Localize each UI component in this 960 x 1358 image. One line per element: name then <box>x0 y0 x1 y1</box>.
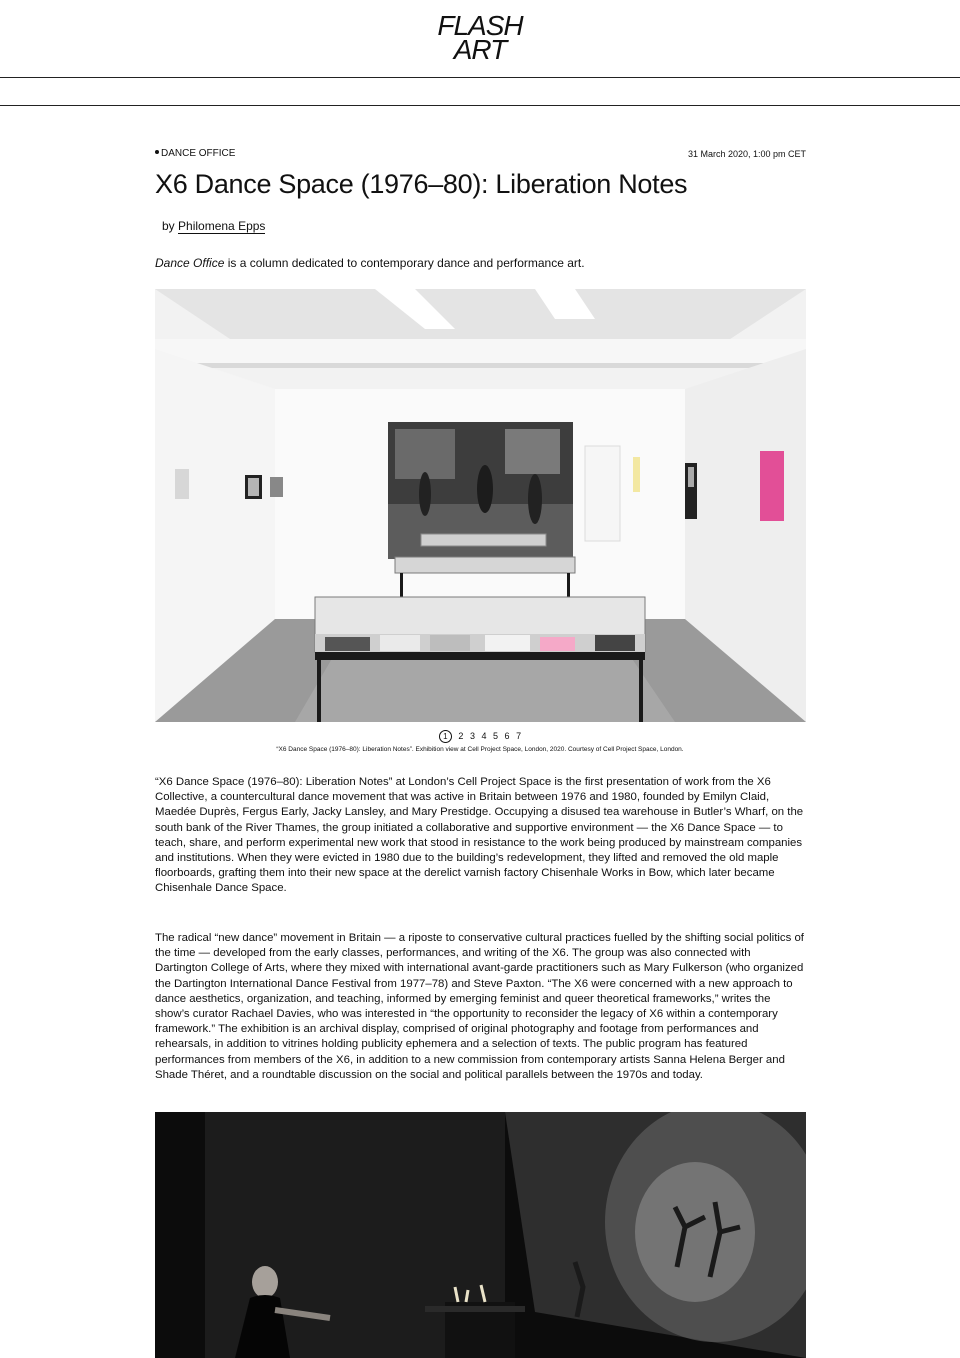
logo-line-2: ART <box>453 34 507 65</box>
performance-photo[interactable] <box>155 1112 806 1358</box>
gallery-pager <box>0 730 960 743</box>
gallery-page-1[interactable]: 1 <box>439 730 452 743</box>
column-tag[interactable] <box>155 148 235 159</box>
gallery-page-5[interactable]: 5 <box>493 731 499 741</box>
exhibition-photo[interactable] <box>155 289 806 722</box>
gallery-room-illustration <box>155 289 806 722</box>
nav-divider <box>0 105 960 106</box>
article-title: X6 Dance Space (1976–80): Liberation Notes <box>155 169 688 199</box>
author-link[interactable]: Philomena Epps <box>178 219 266 233</box>
byline-prefix: by <box>162 219 175 233</box>
gallery-page-3[interactable]: 3 <box>469 731 475 741</box>
masthead <box>0 0 960 78</box>
body-paragraph-1: “X6 Dance Space (1976–80): Liberation Notes” at London’s Cell Project Space is the first presentation of work from the X6 Collective, a countercultural dance movement that was active in Britain between 1976 and 1980, founded by Emilyn Claid, Maedée Duprès, Fergus Early, Jacky Lansley, and Mary Prestidge. Occupying a disused tea warehouse in Butler’s Wharf, on the south bank of the River Thames, the group initiated a collaborative and supportive environment — the X6 Dance Space — to teach, share, and perform experimental new work that stood in resistance to the work being produced by mainstream companies and institutions. When they were evicted in 1980 due to the building’s redevelopment, they lifted and removed the old maple floorboards, grafting them into their new space at the derelict varnish factory Chisenhale Works in Bow, which later became Chisenhale Dance Space. <box>155 776 804 895</box>
byline <box>162 219 265 233</box>
column-tag-label: DANCE OFFICE <box>161 148 236 159</box>
gallery-page-7[interactable]: 7 <box>516 731 522 741</box>
column-name: Dance Office <box>155 256 225 270</box>
bullet-icon <box>155 150 159 154</box>
body-paragraph-2: The radical “new dance” movement in Britain — a riposte to conservative cultural practices fuelled by the shifting social politics of the time — developed from the early classes, performances, and writing of the X6. The group was also connected with Dartington College of Arts, where they mixed with international avant-garde practitioners such as Mary Fulkerson (who organized the Dartington International Dance Festival from 1977–78) and Steve Paxton. “The X6 were concerned with a new approach to dance aesthetics, organization, and teaching, informed by emerging feminist and queer theoretical frameworks,” writes the show’s curator Rachael Davies, who was interested in “the opportunity to reconsider the legacy of X6 within a contemporary framework.” The exhibition is an archival display, comprised of original photography and footage from performances and rehearsals, in addition to vitrines holding publicity ephemera and a selection of texts. The public program has featured performances from members of the X6, in addition to a new commission from contemporary artists Sanna Helena Berger and Shade Théret, and a roundtable discussion on the social and political parallels between the 1970s and today. <box>155 932 804 1081</box>
publish-date: 31 March 2020, 1:00 pm CET <box>687 149 806 159</box>
image-caption: “X6 Dance Space (1976–80): Liberation Notes”. Exhibition view at Cell Project Space, London, 2020. Courtesy of Cell Project Space, London. <box>276 746 684 753</box>
performance-illustration <box>155 1112 806 1358</box>
gallery-page-6[interactable]: 6 <box>504 731 510 741</box>
gallery-page-4[interactable]: 4 <box>481 731 487 741</box>
intro-rest: is a column dedicated to contemporary dance and performance art. <box>224 256 585 270</box>
intro-text <box>155 256 585 270</box>
gallery-page-2[interactable]: 2 <box>458 731 464 741</box>
logo-line-1: FLASH <box>437 10 523 41</box>
